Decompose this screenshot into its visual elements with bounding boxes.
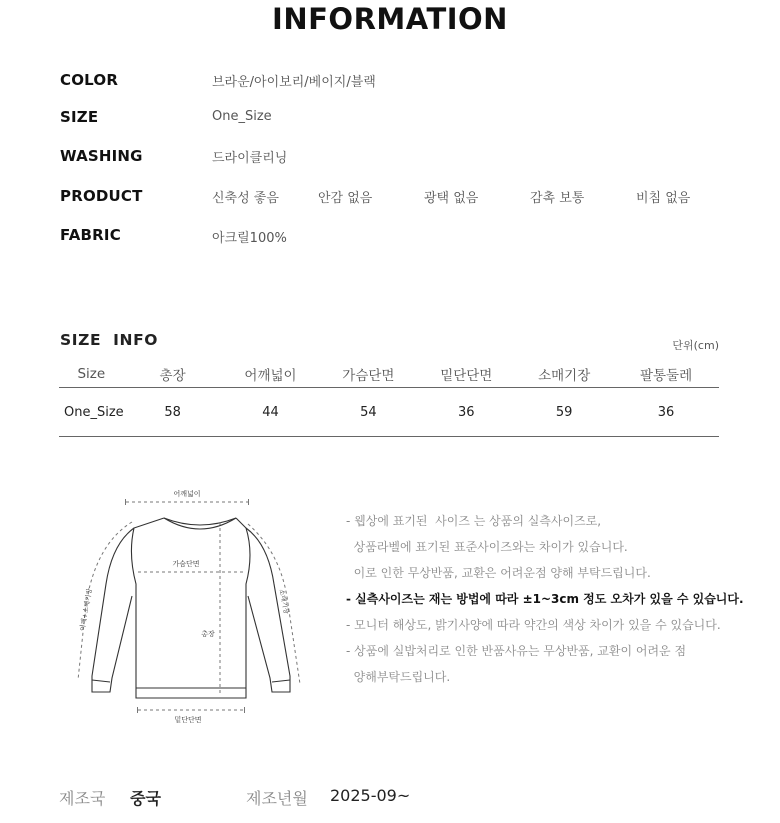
country-of-manufacture-label: 제조국 — [59, 789, 106, 808]
product-value-gloss: 광택 없음 — [424, 191, 479, 206]
shoulder-sleeve-length-label: 어깨+소매기장 — [78, 587, 94, 632]
header-hem: 밑단단면 — [417, 360, 515, 388]
shoulder-width-label: 어깨넓이 — [173, 490, 201, 498]
size-label: SIZE — [60, 108, 99, 126]
product-value-texture: 감촉 보통 — [530, 191, 585, 206]
cell-chest: 54 — [319, 388, 417, 437]
note-line-3: 이로 인한 무상반품, 교환은 어려운점 양해 부탁드립니다. — [346, 566, 651, 580]
size-table-header — [59, 360, 719, 388]
header-shoulder: 어깨넓이 — [222, 360, 320, 388]
header-size: Size — [59, 360, 124, 388]
note-line-4: - 실측사이즈는 재는 방법에 따라 ±1~3cm 정도 오차가 있을 수 있습니다. — [346, 592, 744, 606]
note-line-5: - 모니터 해상도, 밝기사양에 따라 약간의 색상 차이가 있을 수 있습니다. — [346, 618, 721, 632]
cell-sleeve: 59 — [515, 388, 613, 437]
product-value-sheer: 비침 없음 — [636, 191, 691, 206]
sleeve-length-label: 소매기장 — [277, 588, 291, 615]
unit-label: 단위(cm) — [672, 339, 719, 352]
product-value-lining: 안감 없음 — [318, 191, 373, 206]
fabric-label: FABRIC — [60, 226, 121, 244]
measurement-lines — [78, 502, 300, 710]
product-value-stretch: 신축성 좋음 — [212, 191, 279, 206]
manufacture-date-value: 2025-09~ — [330, 786, 411, 805]
fabric-value: 아크릴100% — [212, 231, 287, 246]
note-line-2: 상품라벨에 표기된 표준사이즈와는 차이가 있습니다. — [346, 540, 628, 554]
sweater-outline — [92, 518, 290, 698]
cell-arm: 36 — [613, 388, 719, 437]
header-arm: 팔통둘레 — [613, 360, 719, 388]
product-label: PRODUCT — [60, 187, 143, 205]
hem-width-label: 밑단단면 — [174, 716, 202, 724]
cell-hem: 36 — [417, 388, 515, 437]
page-title: INFORMATION — [272, 2, 508, 36]
cell-total-length: 58 — [124, 388, 222, 437]
measurement-ticks — [125, 499, 249, 713]
note-line-1: - 웹상에 표기된 사이즈 는 상품의 실측사이즈로, — [346, 514, 602, 528]
table-row — [59, 388, 719, 437]
color-value: 브라운/아이보리/베이지/블랙 — [212, 75, 376, 90]
size-value: One_Size — [212, 109, 272, 124]
country-of-manufacture-value: 중국 — [130, 789, 161, 808]
total-length-label: 총장 — [201, 630, 215, 638]
size-table — [59, 360, 719, 437]
cell-size: One_Size — [59, 388, 124, 437]
size-info-title: SIZE INFO — [60, 331, 159, 349]
header-total-length: 총장 — [124, 360, 222, 388]
header-sleeve: 소매기장 — [515, 360, 613, 388]
garment-measurement-diagram — [76, 484, 326, 730]
chest-width-label: 가슴단면 — [172, 560, 200, 568]
note-line-7: 양해부탁드립니다. — [346, 670, 451, 684]
header-chest: 가슴단면 — [319, 360, 417, 388]
washing-value: 드라이클리닝 — [212, 151, 288, 166]
cell-shoulder: 44 — [222, 388, 320, 437]
washing-label: WASHING — [60, 147, 143, 165]
note-line-6: - 상품에 실밥처리로 인한 반품사유는 무상반품, 교환이 어려운 점 — [346, 644, 687, 658]
manufacture-date-label: 제조년월 — [246, 789, 308, 808]
color-label: COLOR — [60, 71, 119, 89]
